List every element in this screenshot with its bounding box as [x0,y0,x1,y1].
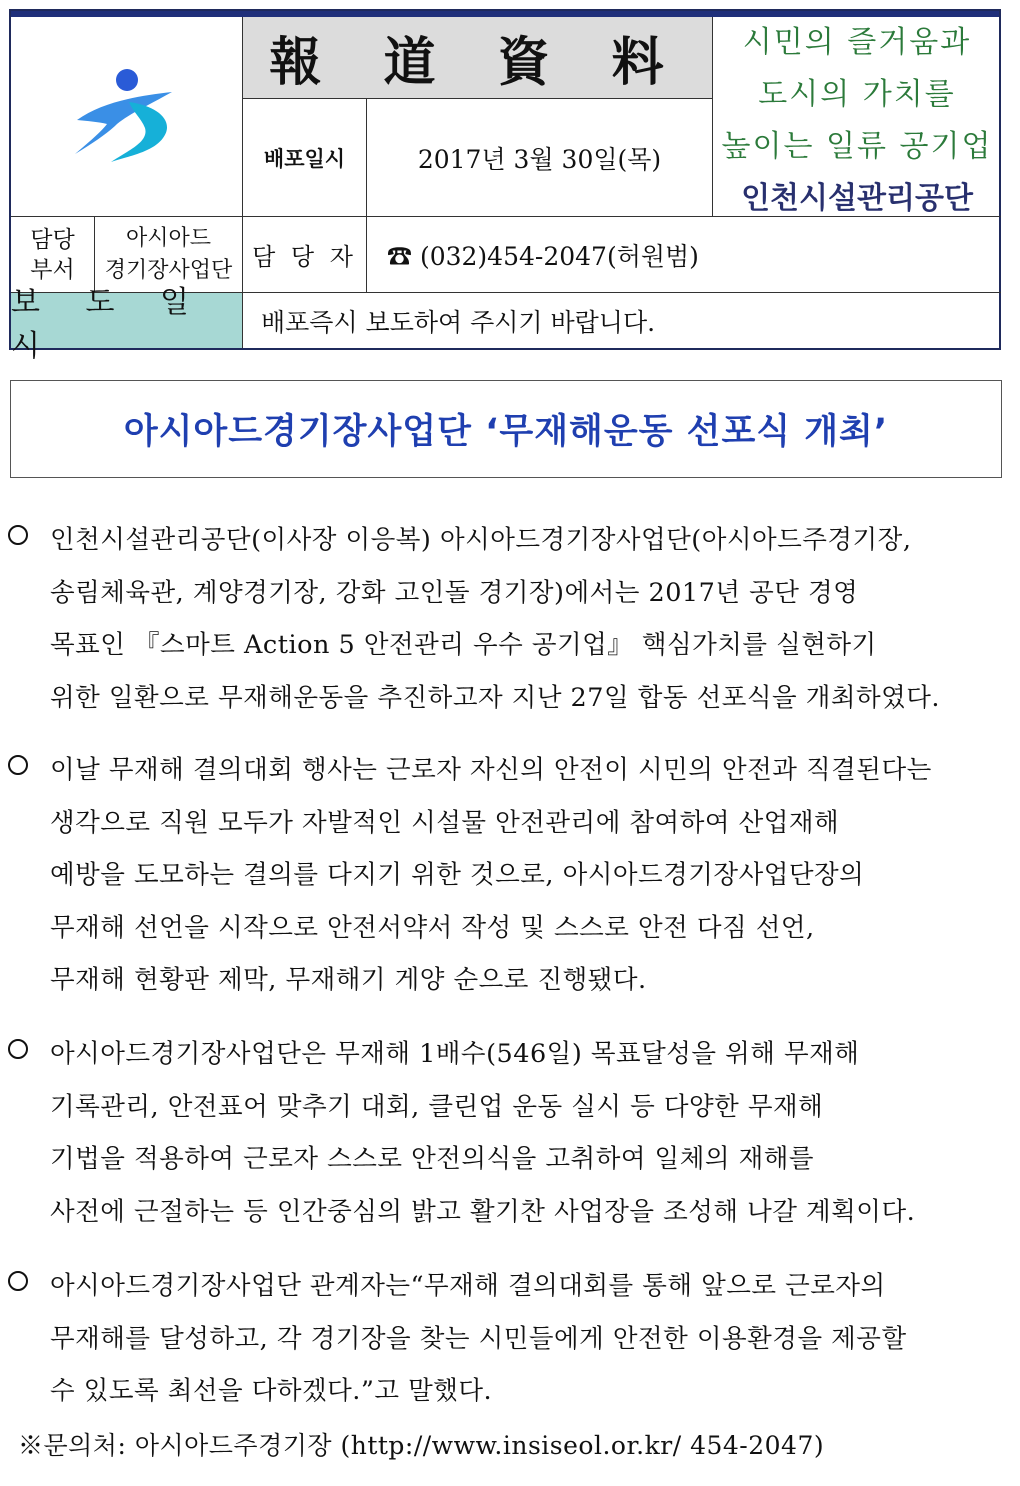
paragraph [8,1260,1008,1418]
paragraph-line: 무재해 현황판 제막, 무재해기 게양 순으로 진행됐다. [50,965,647,995]
paragraph-line: 위한 일환으로 무재해운동을 추진하고자 지난 27일 합동 선포식을 개최하였다. [50,682,941,713]
inquiry-contact-footer: ※문의처: 아시아드주경기장 (http://www.insiseol.or.kr/ 454-2047) [18,1431,825,1460]
paragraph-line: 예방을 도모하는 결의를 다지기 위한 것으로, 아시아드경기장사업단장의 [50,860,865,890]
circle-bullet-icon [8,525,28,545]
contact-person-value: ☎ (032)454-2047(허원범) [367,217,1001,293]
paragraph [8,744,1008,1007]
paragraph-line: 생각으로 직원 모두가 자발적인 시설물 안전관리에 참여하여 산업재해 [50,807,840,838]
logo-icon [67,62,187,172]
paragraph-line: 수 있도록 최선을 다하겠다.”고 말했다. [50,1376,493,1406]
paragraph-line: 사전에 근절하는 등 인간중심의 밝고 활기찬 사업장을 조성해 나갈 계획이다. [50,1196,916,1227]
paragraph-line: 인천시설관리공단(이사장 이응복) 아시아드경기장사업단(아시아드주경기장, [50,525,912,555]
paragraph-line: 기록관리, 안전표어 맞추기 대회, 클린업 운동 실시 등 다양한 무재해 [50,1091,824,1122]
paragraph-line: 아시아드경기장사업단 관계자는“무재해 결의대회를 통해 앞으로 근로자의 [50,1271,886,1301]
department-value-line: 아시아드 [125,225,211,251]
organization-logo [11,17,243,217]
headline: 아시아드경기장사업단 ‘무재해운동 선포식 개최’ [123,412,889,452]
paragraph [8,514,1008,724]
paragraph-line: 기법을 적용하여 근로자 스스로 안전의식을 고취하여 일체의 재해를 [50,1144,814,1174]
slogan-line: 높이는 일류 공기업 [721,128,993,164]
document-title: 報 道 資 料 [243,17,713,99]
circle-bullet-icon [8,755,28,775]
department-label-line: 담당 [30,226,75,253]
circle-bullet-icon [8,1271,28,1291]
publication-time-value: 배포즉시 보도하여 주시기 바랍니다. [261,307,656,337]
circle-bullet-icon [8,1039,28,1059]
department-label-line: 부서 [30,256,75,283]
paragraph-line: 무재해 선언을 시작으로 안전서약서 작성 및 스스로 안전 다짐 선언, [50,912,815,943]
organization-slogan [713,17,1001,217]
release-date-label: 배포일시 [243,99,367,217]
publication-time-label: 보 도 일 시 [11,293,243,348]
paragraph-line: 아시아드경기장사업단은 무재해 1배수(546일) 목표달성을 위해 무재해 [50,1039,860,1069]
paragraph-line: 이날 무재해 결의대회 행사는 근로자 자신의 안전이 시민의 안전과 직결된다는 [50,755,932,785]
press-release-header [9,9,1001,364]
paragraph-line: 송림체육관, 계양경기장, 강화 고인돌 경기장)에서는 2017년 공단 경영 [50,577,859,608]
slogan-line: 도시의 가치를 [758,76,956,112]
release-date-value: 2017년 3월 30일(목) [367,99,713,217]
paragraph-line: 무재해를 달성하고, 각 경기장을 찾는 시민들에게 안전한 이용환경을 제공할 [50,1323,907,1354]
headline-box [10,380,1002,478]
paragraph-line: 목표인 『스마트 Action 5 안전관리 우수 공기업』 핵심가치를 실현하기 [50,630,877,660]
paragraph [8,1028,1008,1238]
contact-person-label: 담 당 자 [243,217,367,293]
department-value-line: 경기장사업단 [104,257,233,283]
slogan-line: 시민의 즐거움과 [742,24,972,60]
organization-name: 인천시설관리공단 [741,180,973,216]
